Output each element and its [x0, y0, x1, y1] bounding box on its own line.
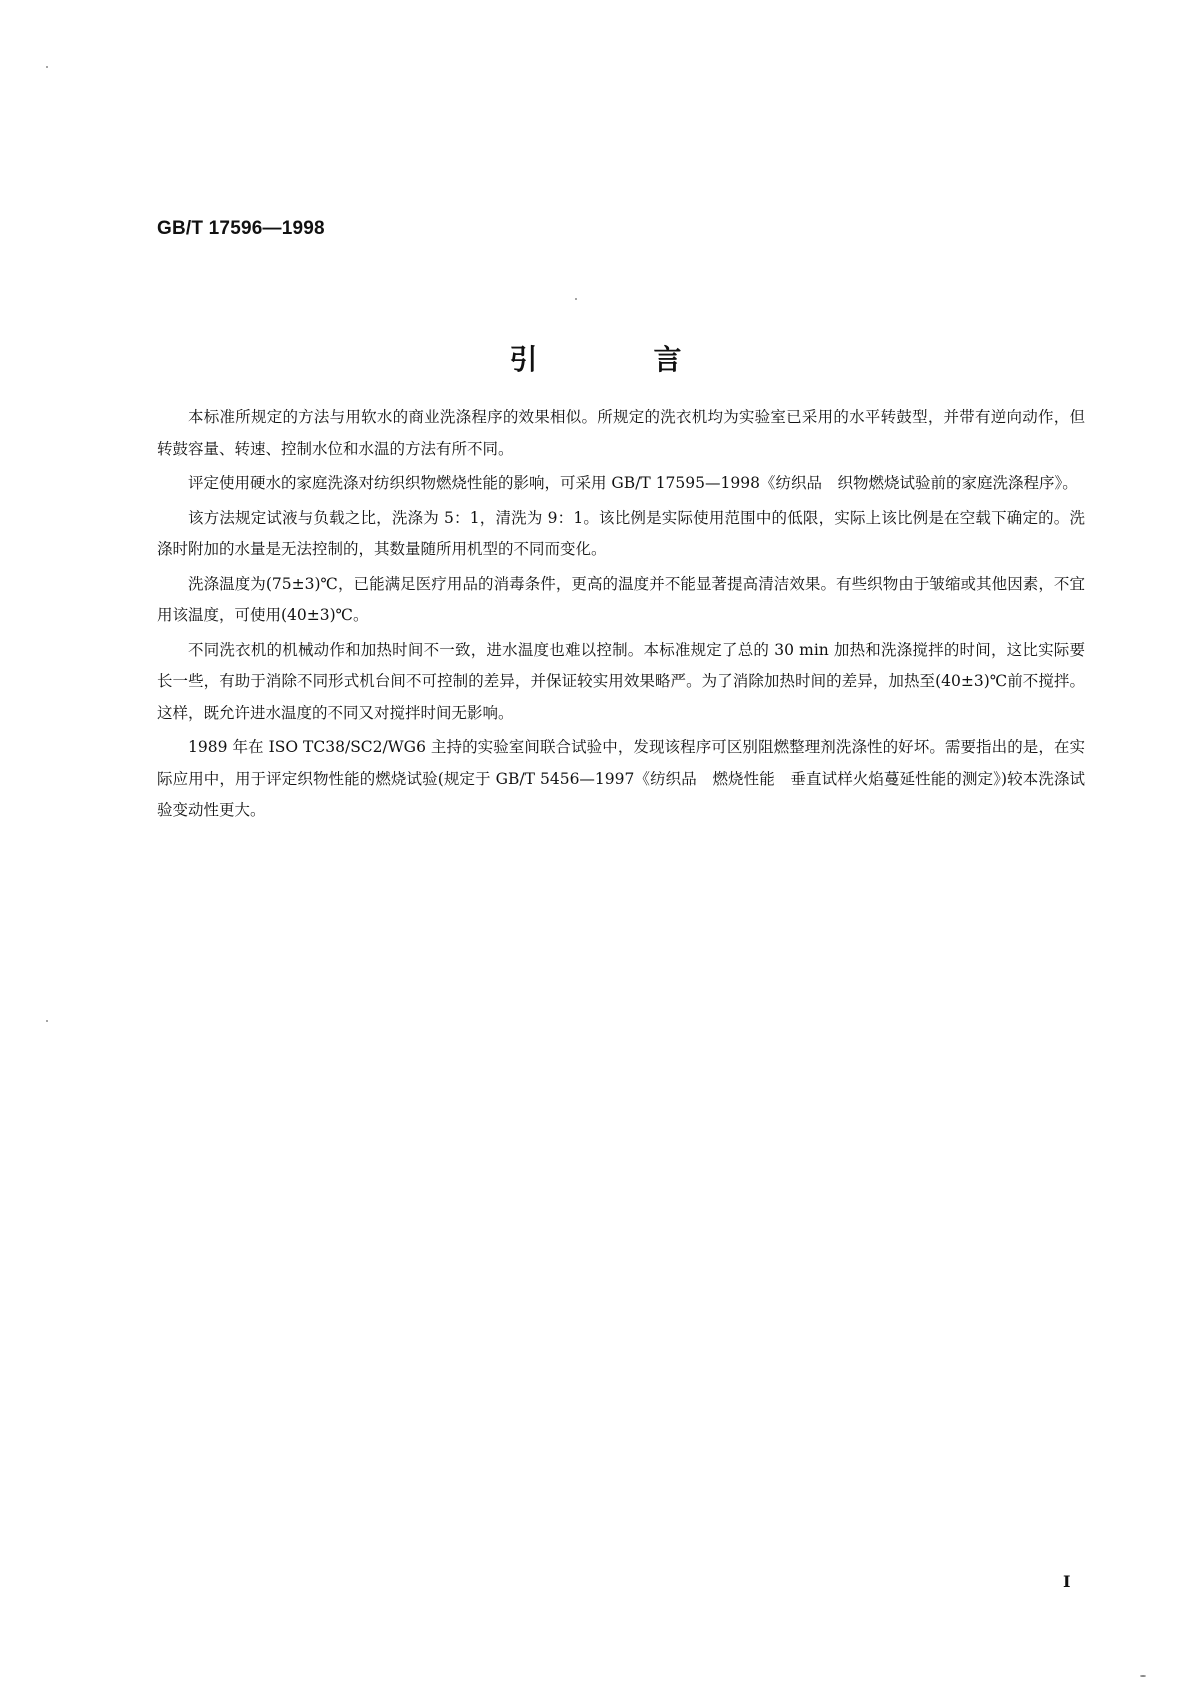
- title-char-1: 引: [509, 343, 538, 376]
- title-char-2: 言: [653, 343, 682, 376]
- scan-speck: [575, 298, 577, 300]
- scan-speck: [46, 66, 48, 68]
- paragraph-6: 1989 年在 ISO TC38/SC2/WG6 主持的实验室间联合试验中，发现该程序可区别阻燃整理剂洗涤性的好坏。需要指出的是，在实际应用中，用于评定织物性能的燃烧试验(规定于 GB/T 5456—1997《纺织品 燃烧性能 垂直试样火焰蔓延性能的测定》)较本洗涤试验变动性更大。: [157, 738, 1085, 819]
- scan-speck: [46, 1020, 48, 1022]
- paragraph-2: 评定使用硬水的家庭洗涤对纺织织物燃烧性能的影响，可采用 GB/T 17595—1998《纺织品 织物燃烧试验前的家庭洗涤程序》。: [188, 474, 1078, 492]
- paragraph-4: 洗涤温度为(75±3)℃，已能满足医疗用品的消毒条件，更高的温度并不能显著提高清洁效果。有些织物由于皱缩或其他因素，不宜用该温度，可使用(40±3)℃。: [157, 574, 1085, 624]
- paragraph-1: 本标准所规定的方法与用软水的商业洗涤程序的效果相似。所规定的洗衣机均为实验室已采用的水平转鼓型，并带有逆向动作，但转鼓容量、转速、控制水位和水温的方法有所不同。: [157, 408, 1085, 458]
- page-title: [0, 338, 1191, 378]
- introduction-body: [157, 402, 1085, 830]
- page-number: I: [1063, 1572, 1071, 1591]
- paragraph-5: 不同洗衣机的机械动作和加热时间不一致，进水温度也难以控制。本标准规定了总的 30 min 加热和洗涤搅拌的时间，这比实际要长一些，有助于消除不同形式机台间不可控制的差异，并保证较实用效果略严。为了消除加热时间的差异，加热至(40±3)℃前不搅拌。这样，既允许进水温度的不同又对搅拌时间无影响。: [157, 640, 1085, 722]
- scan-speck: [1140, 1675, 1146, 1677]
- standard-code: GB/T 17596—1998: [157, 218, 325, 239]
- paragraph-3: 该方法规定试液与负载之比，洗涤为 5：1，清洗为 9：1。该比例是实际使用范围中的低限，实际上该比例是在空载下确定的。洗涤时附加的水量是无法控制的，其数量随所用机型的不同而变化。: [157, 508, 1085, 558]
